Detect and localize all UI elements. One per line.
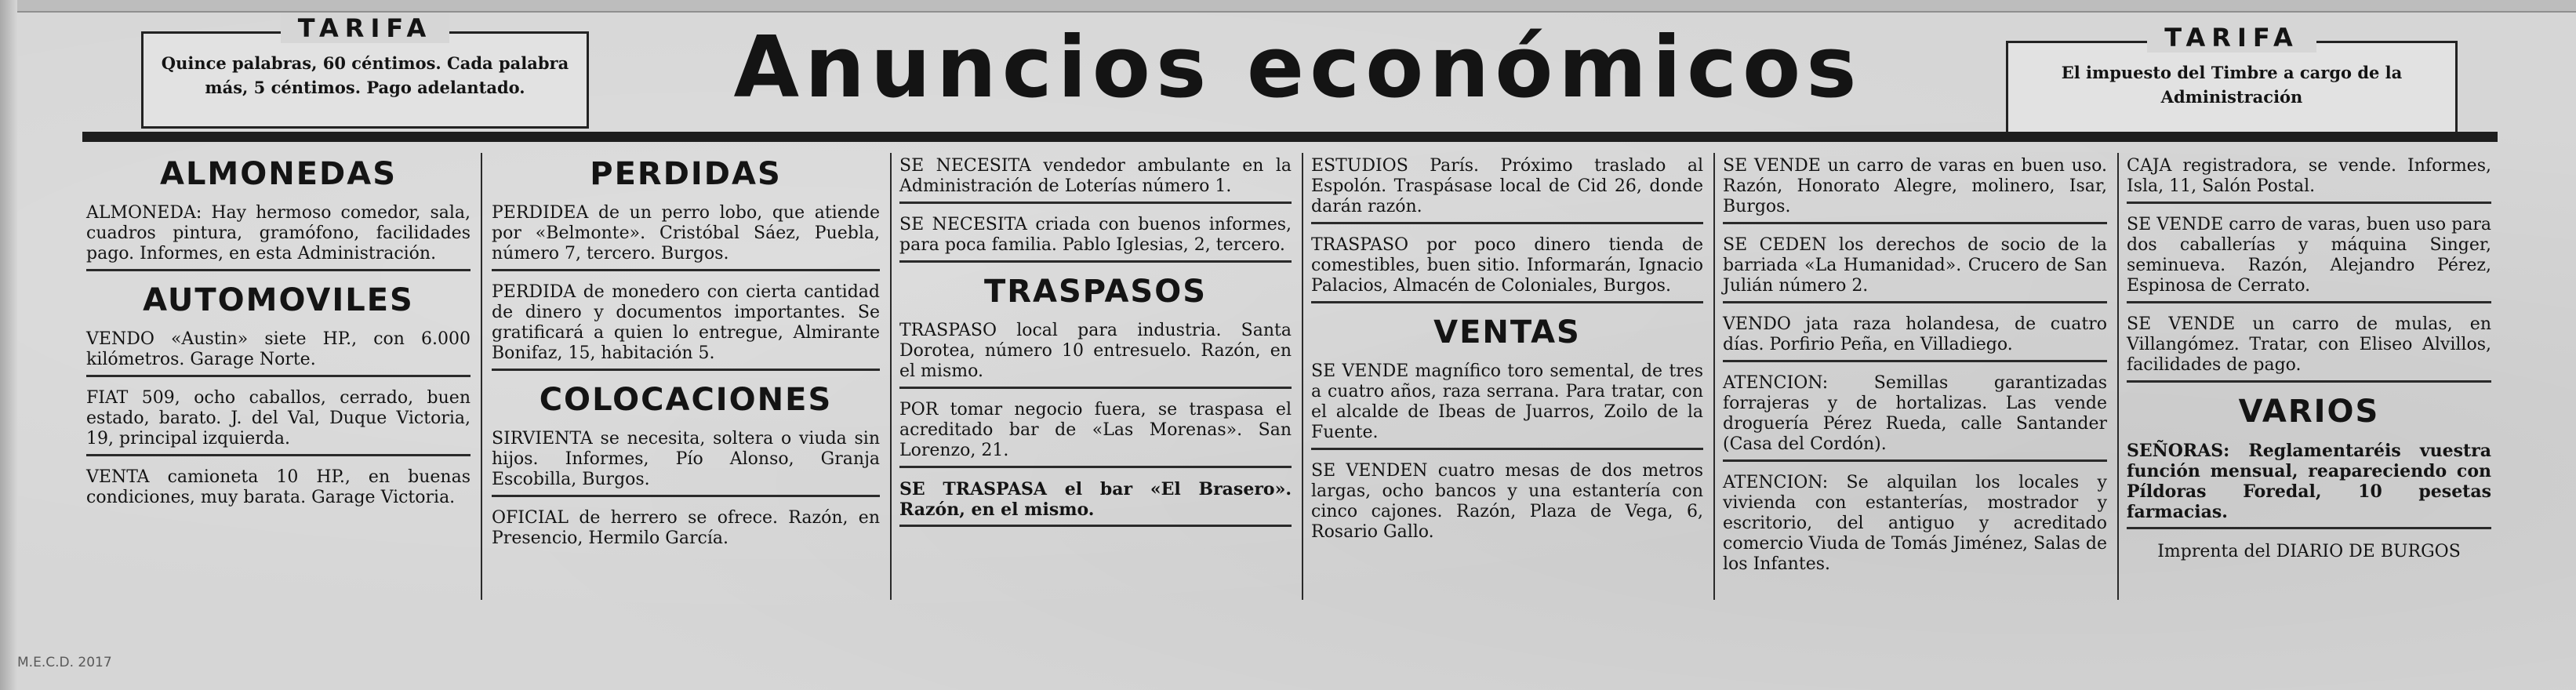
tarifa-right-title: TARIFA (2147, 23, 2316, 53)
ad-almoneda: ALMONEDA: Hay hermoso comedor, sala, cuadros pintura, gramófono, facilidades pago. Informes, en esta Administración. (86, 200, 471, 271)
column-divider (2117, 153, 2119, 600)
column-4 (1311, 153, 1703, 600)
page-top-edge (0, 0, 2576, 13)
ad-locales-alquiler: ATENCION: Se alquilan los locales y vivienda con estanterías, mostrador y escritorio, del antiguo y acreditado comercio Viuda de Tomás Jiménez, Salas de los Infantes. (1723, 473, 2107, 574)
section-heading-automoviles: AUTOMOVILES (143, 282, 414, 318)
page-gutter (0, 0, 17, 690)
ad-monedero: PERDIDA de monedero con cierta cantidad de dinero y documentos importantes. Se gratificará a quien lo entregue, Almirante Bonifaz, 15, habitación 5. (492, 279, 880, 371)
section-heading-colocaciones: COLOCACIONES (539, 382, 833, 418)
ad-traspaso-tienda: TRASPASO por poco dinero tienda de comestibles, buen sitio. Informarán, Ignacio Palacios, Almacén de Coloniales, Burgos. (1311, 232, 1703, 303)
column-6 (2127, 153, 2491, 600)
ad-estudios-paris: ESTUDIOS París. Próximo traslado al Espolón. Traspásase local de Cid 26, donde darán razón. (1311, 153, 1703, 224)
column-3 (899, 153, 1292, 600)
ad-perro-lobo: PERDIDEA de un perro lobo, que atiende por «Belmonte». Cristóbal Sáez, Puebla, número 7, tercero. Burgos. (492, 200, 880, 271)
column-2 (492, 153, 880, 600)
ad-jata-holandesa: VENDO jata raza holandesa, de cuatro días. Porfirio Peña, en Villadiego. (1723, 311, 2107, 362)
tarifa-left-title: TARIFA (281, 13, 450, 43)
ad-caja-registradora: CAJA registradora, se vende. Informes, Isla, 11, Salón Postal. (2127, 153, 2491, 204)
masthead-rule (82, 132, 2498, 142)
ad-vendedor-ambulante: SE NECESITA vendedor ambulante en la Administración de Loterías número 1. (899, 153, 1292, 204)
ad-las-morenas: POR tomar negocio fuera, se traspasa el acreditado bar de «Las Morenas». San Lorenzo, 21. (899, 397, 1292, 468)
archive-watermark: M.E.C.D. 2017 (17, 655, 112, 670)
imprenta-footer: Imprenta del DIARIO DE BURGOS (2157, 542, 2461, 561)
ad-mesas: SE VENDEN cuatro mesas de dos metros largas, ocho bancos y una estantería con cinco cajones. Razón, Plaza de Vega, 6, Rosario Gallo. (1311, 461, 1703, 542)
section-heading-ventas: VENTAS (1433, 314, 1581, 350)
ad-criada: SE NECESITA criada con buenos informes, para poca familia. Pablo Iglesias, 2, tercero. (899, 212, 1292, 263)
masthead-title: Anuncios económicos (733, 19, 1862, 117)
tarifa-right-text: El impuesto del Timbre a cargo de la Administración (2061, 63, 2403, 107)
tarifa-left-text: Quince palabras, 60 céntimos. Cada palabra más, 5 céntimos. Pago adelantado. (161, 53, 569, 97)
ad-austin: VENDO «Austin» siete HP., con 6.000 kilómetros. Garage Norte. (86, 326, 471, 377)
section-heading-varios: VARIOS (2238, 394, 2380, 430)
ad-sirvienta: SIRVIENTA se necesita, soltera o viuda sin hijos. Informes, Pío Alonso, Granja Escobilla, Burgos. (492, 426, 880, 497)
ad-carro-mulas: SE VENDE un carro de mulas, en Villangómez. Tratar, con Eliseo Alvillos, facilidades de pago. (2127, 311, 2491, 383)
tarifa-box-left (141, 13, 589, 129)
column-divider (890, 153, 892, 600)
ad-carro-varas: SE VENDE un carro de varas en buen uso. Razón, Honorato Alegre, molinero, Isar, Burgos. (1723, 153, 2107, 224)
ad-semillas: ATENCION: Semillas garantizadas forrajeras y de hortalizas. Las vende droguería Pérez Rueda, calle Santander (Casa del Cordón). (1723, 370, 2107, 462)
column-divider (481, 153, 482, 600)
column-divider (1713, 153, 1715, 600)
tarifa-box-right (2006, 23, 2458, 138)
section-heading-almonedas: ALMONEDAS (159, 156, 398, 192)
ad-camioneta: VENTA camioneta 10 HP., en buenas condiciones, muy barata. Garage Victoria. (86, 467, 471, 507)
ad-el-brasero: SE TRASPASA el bar «El Brasero». Razón, en el mismo. (899, 476, 1292, 527)
ad-senoras: SEÑORAS: Reglamentaréis vuestra función mensual, reapareciendo con Píldoras Foredal, 10 pesetas farmacias. (2127, 438, 2491, 529)
section-heading-traspasos: TRASPASOS (983, 274, 1208, 310)
section-heading-perdidas: PERDIDAS (590, 156, 782, 192)
column-1 (86, 153, 471, 600)
column-divider (1302, 153, 1303, 600)
ad-toro-semental: SE VENDE magnífico toro semental, de tres a cuatro años, raza serrana. Para tratar, con el alcalde de Ibeas de Juarros, Zoilo de la Fuente. (1311, 358, 1703, 450)
ad-derechos-socio: SE CEDEN los derechos de socio de la barriada «La Humanidad». Crucero de San Julián número 2. (1723, 232, 2107, 303)
column-5 (1723, 153, 2107, 600)
ad-traspaso-local: TRASPASO local para industria. Santa Dorotea, número 10 entresuelo. Razón, en el mismo. (899, 318, 1292, 389)
ad-fiat: FIAT 509, ocho caballos, cerrado, buen estado, barato. J. del Val, Duque Victoria, 19, principal izquierda. (86, 385, 471, 456)
ad-carro-singer: SE VENDE carro de varas, buen uso para dos caballerías y máquina Singer, seminueva. Razón, Alejandro Pérez, Espinosa de Cerrato. (2127, 212, 2491, 303)
ad-oficial-herrero: OFICIAL de herrero se ofrece. Razón, en Presencio, Hermilo García. (492, 508, 880, 548)
